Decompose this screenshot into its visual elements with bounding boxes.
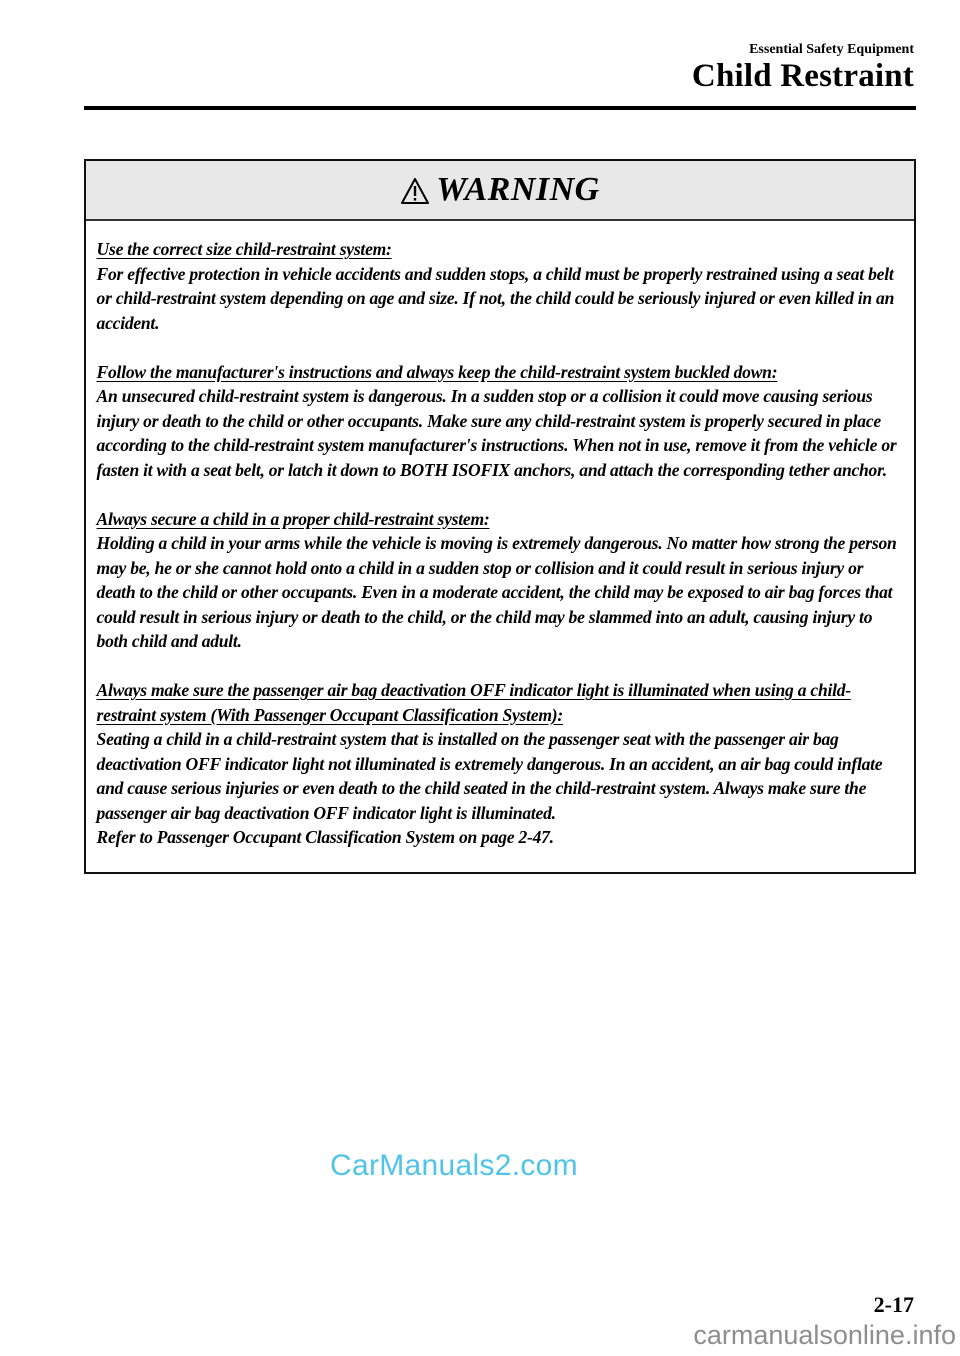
header-rule — [84, 106, 916, 110]
page-number: 2-17 — [873, 1292, 914, 1317]
paragraph-heading: Always make sure the passenger air bag deactivation OFF indicator light is illuminated when using a child-restraint system (With Passenger Occupant Classification System): — [96, 680, 851, 725]
warning-paragraph — [97, 360, 903, 483]
warning-header — [86, 161, 914, 221]
paragraph-heading: Always secure a child in a proper child-restraint system: — [96, 508, 490, 529]
watermark-carmanualsonline: carmanualsonline.info — [693, 1320, 956, 1350]
paragraph-text: Seating a child in a child-restraint system that is installed on the passenger seat with the passenger air bag deactivation OFF indicator light not illuminated is extremely dangerous. In an accident, an air bag could inflate and cause serious injuries or even death to the child seated in the child-restraint system. Always make sure the passenger air bag deactivation OFF indicator light is illuminated. — [96, 729, 883, 823]
warning-paragraph — [97, 237, 903, 335]
warning-title: WARNING — [436, 171, 600, 208]
warning-paragraph — [97, 507, 903, 654]
warning-box — [84, 159, 916, 874]
paragraph-text: An unsecured child-restraint system is dangerous. In a sudden stop or a collision it could move causing serious injury or death to the child or other occupants. Make sure any child-restraint system is properly secured in place according to the child-restraint system manufacturer's instructions. When not in use, remove it from the vehicle or fasten it with a seat belt, or latch it down to BOTH ISOFIX anchors, and attach the corresponding tether anchor. — [96, 386, 897, 480]
watermark-carmanuals2: CarManuals2.com — [330, 1149, 578, 1182]
warning-triangle-icon — [400, 177, 430, 205]
page-title: Child Restraint — [691, 58, 914, 94]
paragraph-text: Holding a child in your arms while the vehicle is moving is extremely dangerous. No matter how strong the person may be, he or she cannot hold onto a child in a sudden stop or collision and it could result in serious injury or death to the child or other occupants. Even in a moderate accident, the child may be exposed to air bag forces that could result in serious injury or death to the child, or the child may be slammed into an adult, causing injury to both child and adult. — [96, 533, 897, 651]
warning-paragraph — [97, 678, 903, 850]
paragraph-text: For effective protection in vehicle accidents and sudden stops, a child must be properly restrained using a seat belt or child-restraint system depending on age and size. If not, the child could be seriously injured or even killed in an accident. — [96, 263, 895, 333]
section-label: Essential Safety Equipment — [749, 42, 914, 57]
paragraph-heading: Follow the manufacturer's instructions and always keep the child-restraint system buckled down: — [96, 361, 778, 382]
warning-body — [86, 221, 914, 872]
paragraph-heading: Use the correct size child-restraint system: — [96, 239, 392, 259]
page-reference-link[interactable]: Refer to Passenger Occupant Classification System on page 2-47. — [96, 827, 554, 847]
